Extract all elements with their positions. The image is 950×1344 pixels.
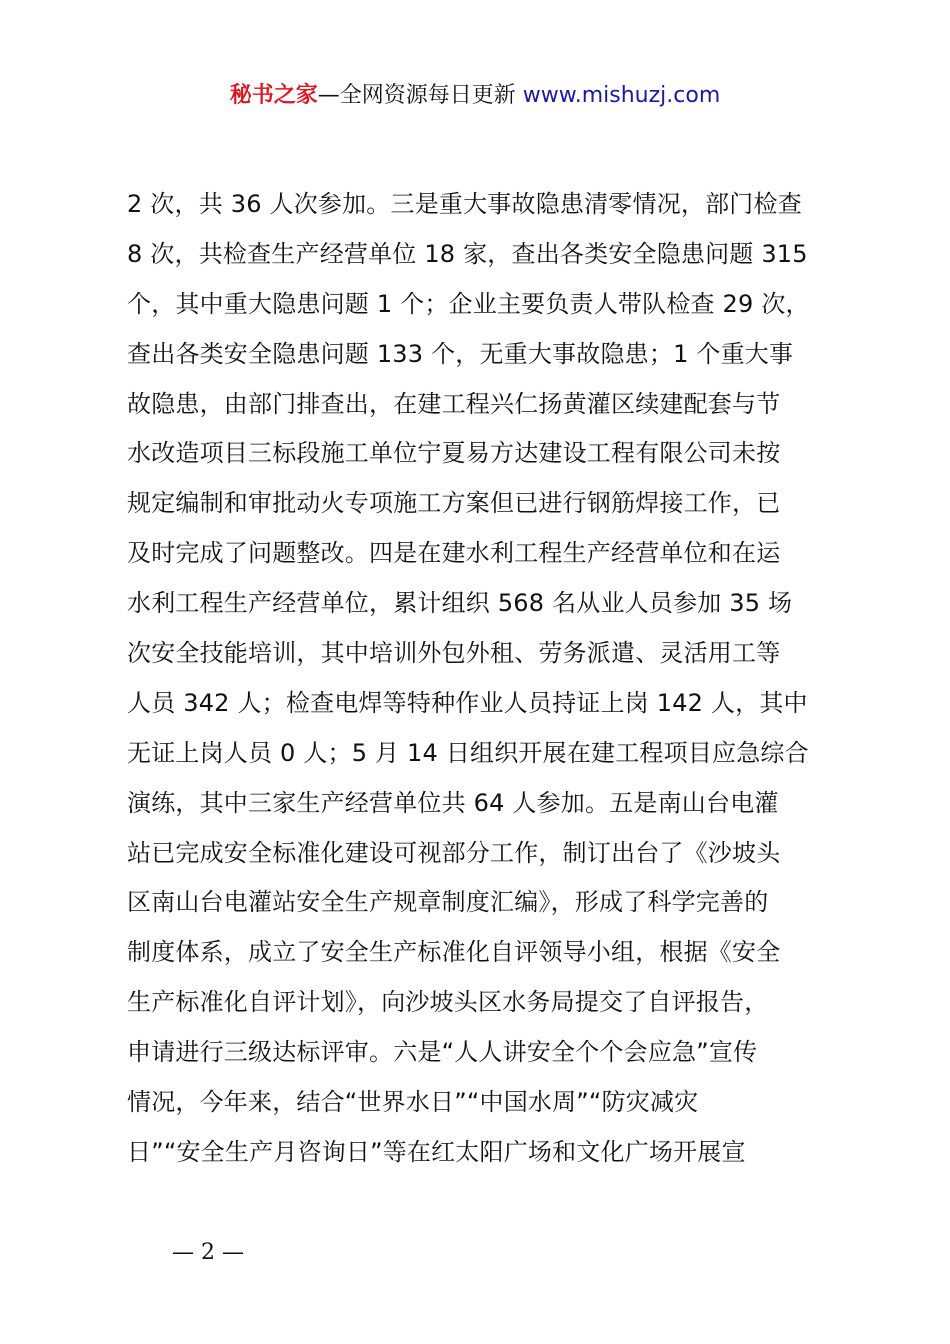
body-line: 个，其中重大隐患问题 1 个；企业主要负责人带队检查 29 次， <box>127 289 810 318</box>
body-line: 区南山台电灌站安全生产规章制度汇编》，形成了科学完善的 <box>127 888 769 917</box>
header-tagline: —全网资源每日更新 <box>317 83 516 108</box>
body-line: 故隐患，由部门排查出，在建工程兴仁扬黄灌区续建配套与节 <box>127 389 781 418</box>
document-body <box>127 180 847 1178</box>
body-line: 情况，今年来，结合“世界水日”“中国水周”“防灾减灾 <box>127 1088 699 1117</box>
body-line: 制度体系，成立了安全生产标准化自评领导小组，根据《安全 <box>127 938 781 967</box>
body-line: 规定编制和审批动火专项施工方案但已进行钢筋焊接工作，已 <box>127 489 781 518</box>
body-line: 日”“安全生产月咨询日”等在红太阳广场和文化广场开展宣 <box>127 1137 746 1166</box>
body-line: 演练，其中三家生产经营单位共 64 人参加。五是南山台电灌 <box>127 788 779 817</box>
site-url[interactable]: www.mishuzj.com <box>522 83 721 108</box>
body-line: 申请进行三级达标评审。六是“人人讲安全个个会应急”宣传 <box>127 1038 758 1067</box>
body-line: 生产标准化自评计划》，向沙坡头区水务局提交了自评报告， <box>127 988 769 1017</box>
body-line: 查出各类安全隐患问题 133 个，无重大事故隐患；1 个重大事 <box>127 339 794 368</box>
brand-name: 秘书之家 <box>229 83 318 108</box>
body-line: 8 次，共检查生产经营单位 18 家，查出各类安全隐患问题 315 <box>127 239 808 268</box>
body-line: 及时完成了问题整改。四是在建水利工程生产经营单位和在运 <box>127 539 781 568</box>
page-number: — 2 — <box>172 1240 244 1265</box>
body-line: 水改造项目三标段施工单位宁夏易方达建设工程有限公司未按 <box>127 439 781 468</box>
body-line: 2 次，共 36 人次参加。三是重大事故隐患清零情况，部门检查 <box>127 190 802 218</box>
body-line: 次安全技能培训，其中培训外包外租、劳务派遣、灵活用工等 <box>127 639 781 668</box>
body-line: 站已完成安全标准化建设可视部分工作，制订出台了《沙坡头 <box>127 838 781 867</box>
body-line: 无证上岗人员 0 人；5 月 14 日组织开展在建工程项目应急综合 <box>127 738 809 767</box>
body-line: 人员 342 人；检查电焊等特种作业人员持证上岗 142 人，其中 <box>127 688 808 717</box>
body-line: 水利工程生产经营单位，累计组织 568 名从业人员参加 35 场 <box>127 589 793 618</box>
site-header <box>0 80 950 112</box>
